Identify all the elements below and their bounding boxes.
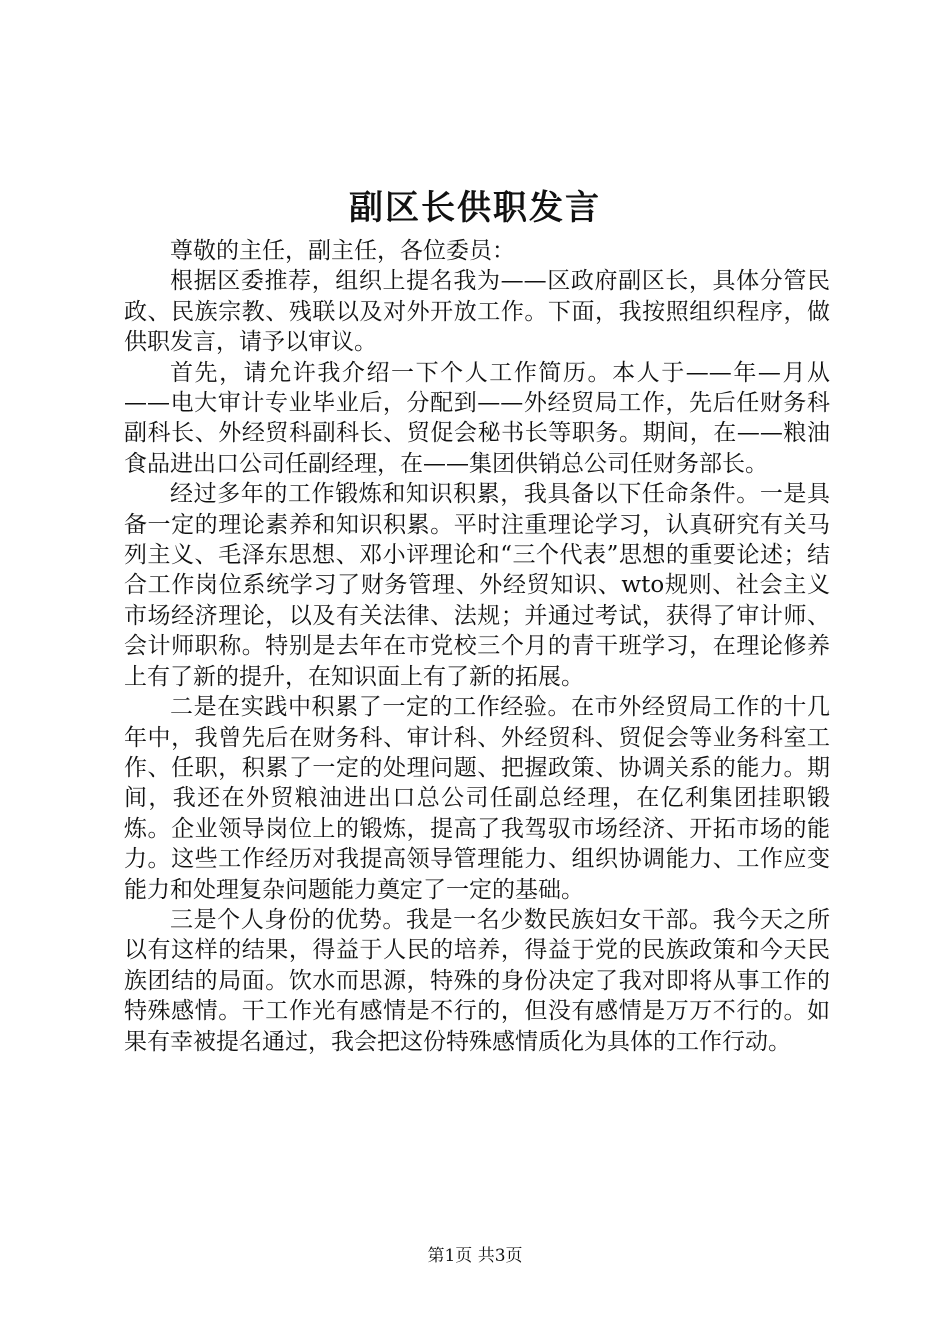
page-footer [0,1244,950,1268]
paragraph-qualification-identity: 三是个人身份的优势。我是一名少数民族妇女干部。我今天之所以有这样的结果，得益于人民的培养，得益于党的民族政策和今天民族团结的局面。饮水而思源，特殊的身份决定了我对即将从事工作的特殊感情。干工作光有感情是不行的，但没有感情是万万不行的。如果有幸被提名通过，我会把这份特殊感情质化为具体的工作行动。 [124,906,830,1055]
paragraph-qualification-experience: 二是在实践中积累了一定的工作经验。在市外经贸局工作的十几年中，我曾先后在财务科、审计科、外经贸科、贸促会等业务科室工作、任职，积累了一定的处理问题、把握政策、协调关系的能力。期间，我还在外贸粮油进出口总公司任副总经理，在亿利集团挂职锻炼。企业领导岗位上的锻炼，提高了我驾驭市场经济、开拓市场的能力。这些工作经历对我提高领导管理能力、组织协调能力、工作应变能力和处理复杂问题能力奠定了一定的基础。 [124,694,830,903]
paragraph-qualification-theory: 经过多年的工作锻炼和知识积累，我具备以下任命条件。一是具备一定的理论素养和知识积累。平时注重理论学习，认真研究有关马列主义、毛泽东思想、邓小评理论和“三个代表”思想的重要论述；结合工作岗位系统学习了财务管理、外经贸知识、wto规则、社会主义市场经济理论，以及有关法律、法规；并通过考试，获得了审计师、会计师职称。特别是去年在市党校三个月的青干班学习，在理论修养上有了新的提升，在知识面上有了新的拓展。 [124,481,830,690]
page-total: 共3页 [477,1246,523,1266]
page-number: 第1页 [427,1246,473,1266]
paragraph-salutation: 尊敬的主任，副主任，各位委员： [170,238,515,264]
paragraph-resume: 首先，请允许我介绍一下个人工作简历。本人于——年—月从——电大审计专业毕业后，分配到——外经贸局工作，先后任财务科副科长、外经贸科副科长、贸促会秘书长等职务。期间，在——粮油食品进出口公司任副经理，在——集团供销总公司任财务部长。 [124,359,830,477]
paragraph-nomination: 根据区委推荐，组织上提名我为——区政府副区长，具体分管民政、民族宗教、残联以及对外开放工作。下面，我按照组织程序，做供职发言，请予以审议。 [124,268,830,356]
document-body [124,236,830,1057]
document-title: 副区长供职发言 [349,188,601,228]
